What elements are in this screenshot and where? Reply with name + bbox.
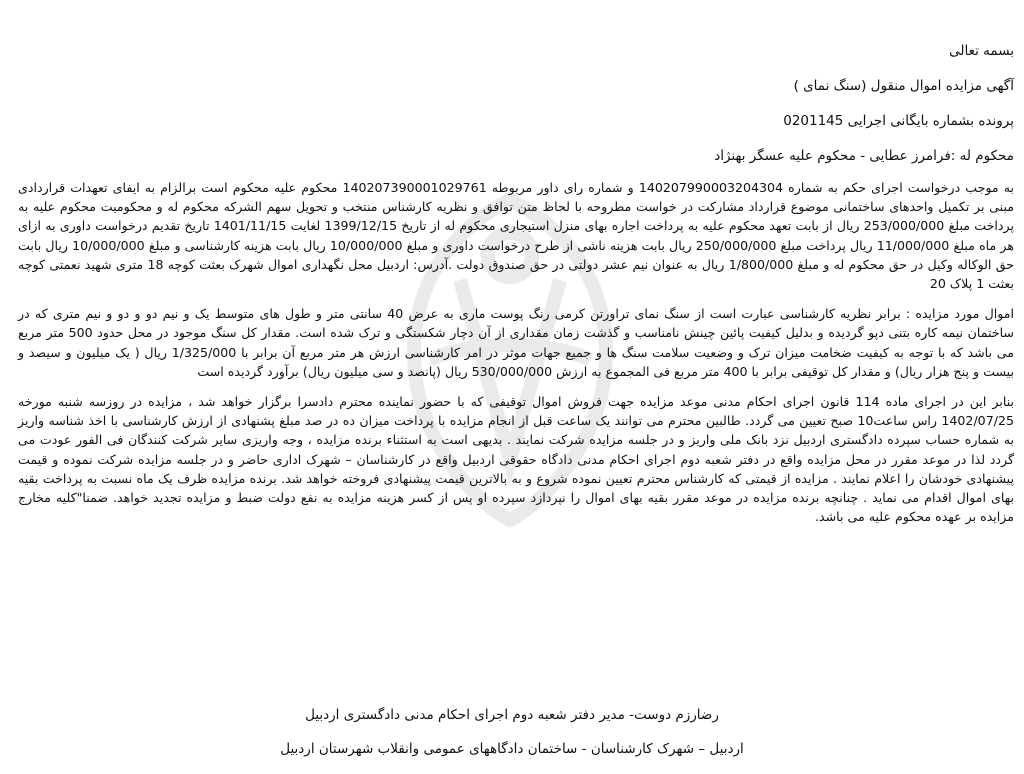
address-line: اردبیل – شهرک کارشناسان - ساختمان دادگاههای عمومی وانقلاب شهرستان اردبیل bbox=[280, 741, 744, 757]
signatory-line: رضارزم دوست- مدیر دفتر شعبه دوم اجرای احکام مدنی دادگستری اردبیل bbox=[305, 707, 719, 723]
paragraph-property-description: اموال مورد مزایده : برابر نظریه کارشناسی عبارت است از سنگ نمای تراورتن کرمی رنگ پوست ماری به عرض 40 سانتی متر و طول های متوسط یک و نیم دو و دو و نیم متری که در ساختمان نیمه کاره بتنی دپو گردیده و بدلیل کیفیت پائین چینش نامناسب و گذشت زمان مقداری از آن دچار شکستگی و ترک شده است. مقدار کل سنگ موجود در محل حدود 500 متر مربع می باشد که با توجه به کیفیت ضخامت میزان ترک و وضعیت سلامت سنگ ها و جمیع جهات موثر در امر کارشناسی ارزش هر متر مربع آن برابر با 1/325/000 ریال ( یک میلیون و سیصد و بیست و پنج هزار ریال) و مقدار کل توقیفی برابر با 400 متر مربع فی المجموع به ارزش 530/000/000 ریال (پانصد و سی میلیون ریال) برآورد گردیده است bbox=[18, 306, 1014, 379]
paragraph-auction-terms: بنابر این در اجرای ماده 114 قانون اجرای احکام مدنی موعد مزایده جهت فروش اموال توقیفی که با حضور نماینده محترم دادسرا برگزار خواهد شد ، مزایده در روزسه شنبه مورخه 1402/07/25 راس ساعت10 صبح تعیین می گردد. طالبین محترم می توانند یک ساعت قبل از انجام مزایده با پرداخت میزان ده در صد مبلغ پشنهادی از ارزش کارشناسی با اخذ شناسه واریز به شماره حساب سپرده دادگستری اردبیل نزد بانک ملی واریز و در جلسه مزایده شرکت نمایند . بدیهی است به استثناء برنده مزایده ، وجه واریزی سایر شرکت کنندگان فی الفور عودت می گردد لذا در موعد مقرر در محل مزایده واقع در دفتر شعبه دوم اجرای احکام مدنی دادگاه حقوقی اردبیل واقع در کارشناسان – شهرک اداری حاضر و در جلسه مزایده شرکت نموده و قیمت پیشنهادی خودشان را اعلام نمایند . مزایده از قیمتی که کارشناس محترم تعیین نموده شروع و به بالاترین قیمت پیشنهادی فروخته خواهد شد. برنده مزایده ظرف یک ماه نسبت به پرداخت بقیه بهای اموال اقدام می نماید . چنانچه برنده مزایده در موعد مقرر بقیه بهای اموال را نپردازد سپرده او پس از کسر هزینه مزایده به نفع دولت ضبط و مزایده تجدید خواهد. ضمنا"کلیه مخارج مزایده بر عهده محکوم علیه می باشد. bbox=[18, 394, 1014, 525]
notice-title: آگهی مزایده اموال منقول (سنگ نمای ) bbox=[793, 78, 1014, 94]
file-number: پرونده بشماره بایگانی اجرایی 0201145 bbox=[783, 113, 1014, 129]
parties-line: محکوم له :فرامرز عطایی - محکوم علیه عسگر بهنژاد bbox=[714, 148, 1014, 164]
paragraph-judgment: به موجب درخواست اجرای حکم به شماره 140207990003204304 و شماره رای داور مربوطه 140207390001029761 محکوم علیه محکوم است برالزام به ایفای تعهدات قراردادی مبنی بر تکمیل واحدهای ساختمانی موضوع قرارداد مشارکت در خواست مطروحه با لحاظ متن توافق و نظریه کارشناس منتخب و تحویل سهم الشرکه محکوم له و محکومیت محکوم علیه به پرداخت مبلغ 253/000/000 ریال از بابت تعهد محکوم علیه به پرداخت اجاره بهای منزل استیجاری محکوم له از تاریخ 1399/12/15 لغایت 1401/11/15 تاریخ تقدیم درخواست داوری به ازای هر ماه مبلغ 11/000/000 ریال پرداخت مبلغ 250/000/000 ریال بابت هزینه ناشی از طرح درخواست داوری و مبلغ 10/000/000 ریال بابت هزینه کارشناسی و مبلغ 10/000/000 ریال بابت حق الوکاله وکیل در حق محکوم له و مبلغ 1/800/000 ریال به عنوان نیم عشر دولتی در حق صندوق دولت .آدرس: اردبیل محل نگهداری اموال شهرک بعثت کوچه 18 متری شهید نعمتی کوچه بعثت 1 پلاک 20 bbox=[18, 180, 1014, 292]
bismillah-heading: بسمه تعالی bbox=[949, 43, 1014, 59]
